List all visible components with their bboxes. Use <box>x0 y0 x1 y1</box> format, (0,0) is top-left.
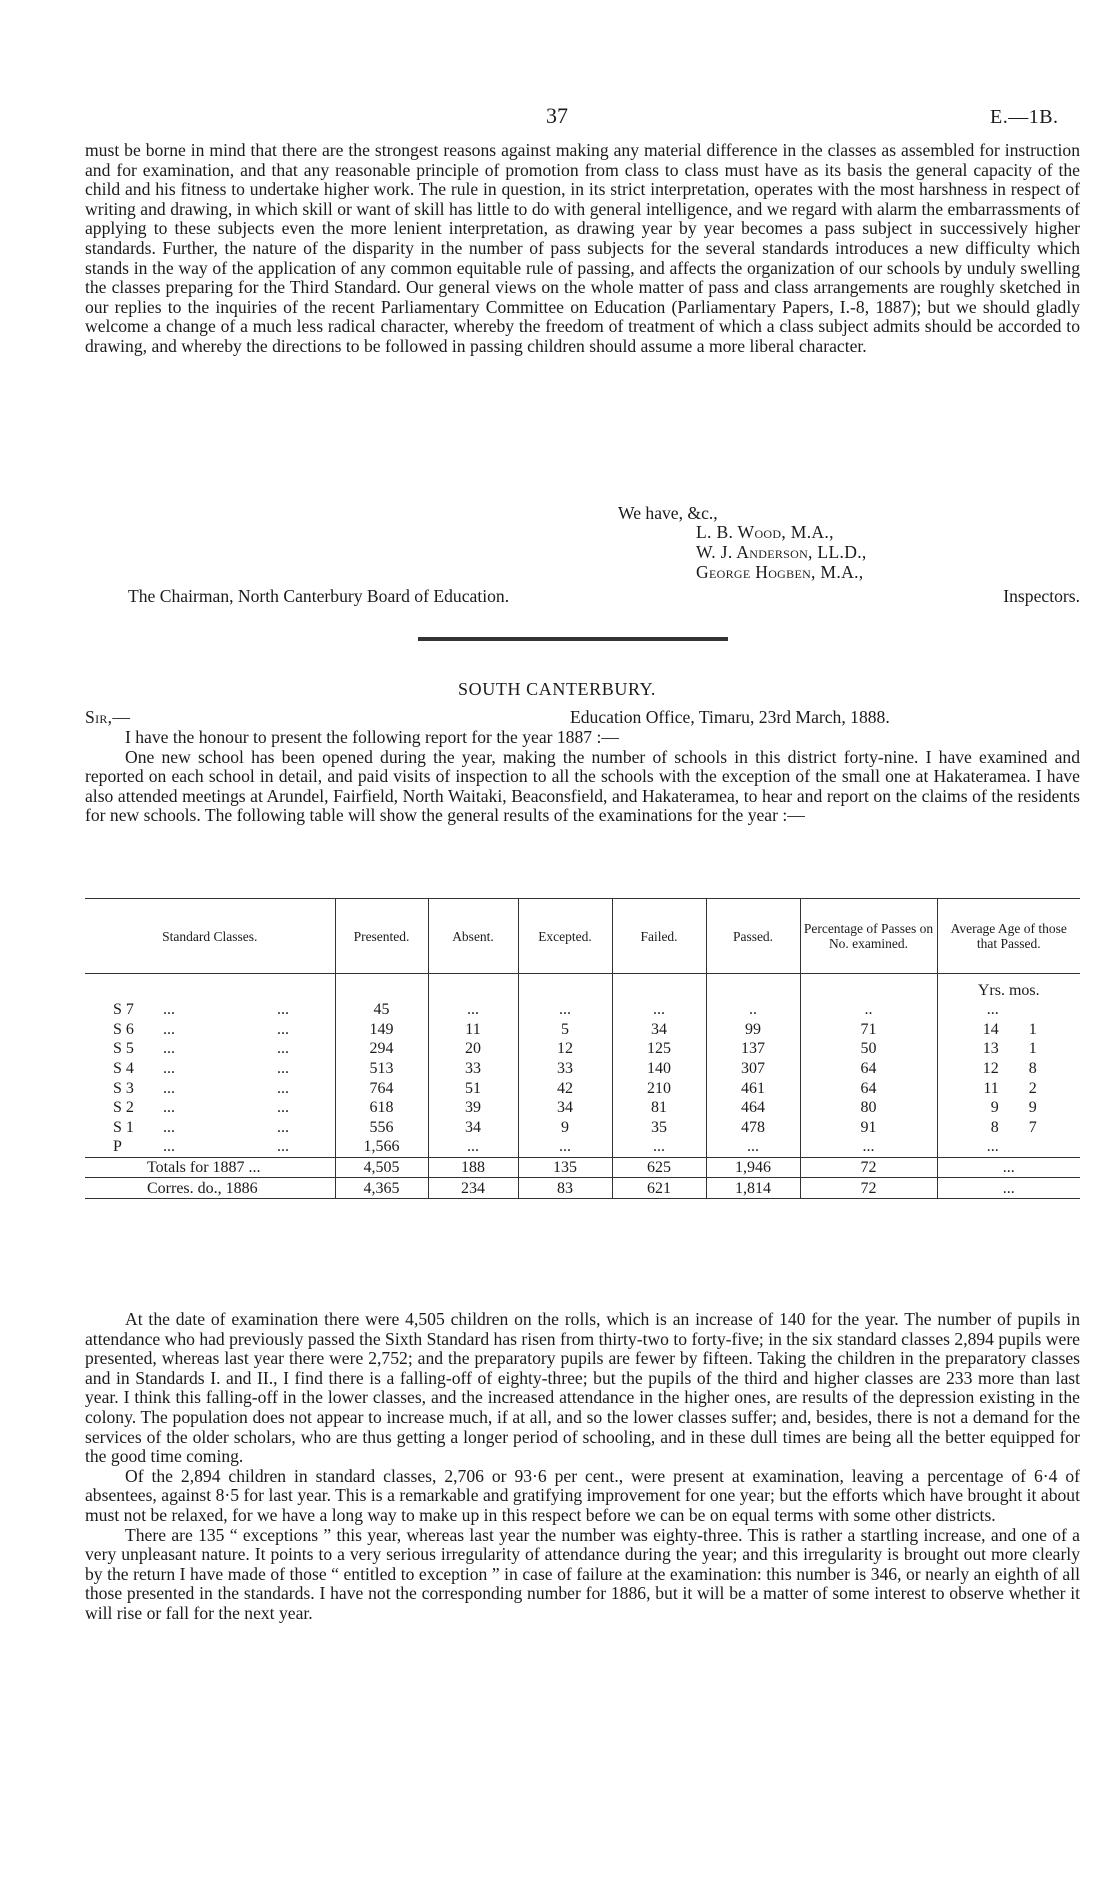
cell-absent: 234 <box>428 1178 518 1199</box>
age-months: 1 <box>1028 1040 1037 1058</box>
leader-dots: ... ... <box>163 1099 289 1117</box>
cell-passed: ... <box>706 1137 800 1157</box>
signatory-1: L. B. Wood, M.A., <box>696 522 834 542</box>
age-months: 8 <box>1028 1060 1037 1078</box>
table-row <box>85 1098 1080 1118</box>
cell-percentage: 72 <box>800 1178 937 1199</box>
cell-failed: 35 <box>612 1118 706 1138</box>
row-label: S 7 <box>113 1001 134 1019</box>
cell-passed: 478 <box>706 1118 800 1138</box>
signatory-3: George Hogben, M.A., <box>696 562 864 582</box>
row-label: S 6 <box>113 1020 134 1038</box>
cell-presented: 149 <box>335 1020 428 1040</box>
units-row <box>85 974 1080 1001</box>
paragraph-2: At the date of examination there were 4,505 children on the rolls, which is an increase of 140 for the year. The number of pupils in attendance who had previously passed the Sixth Standard has risen from thirty-two to forty-five; in the six standard classes 2,894 pupils were presented, whereas last year there were 2,752; and the preparatory pupils are fewer by fifteen. Taking the children in the preparatory classes and in Standards I. and II., I find there is a falling-off of eighty-three; but the pupils of the third and higher classes are 233 more than last year. I think this falling-off in the lower classes, and the increased attendance in the higher ones, are results of the depression existing in the colony. The population does not appear to increase much, if at all, and so the lower classes suffer; and, besides, there is not a demand for the services of the older scholars, who are thus getting a longer period of schooling, and in these dull times are being all the better equipped for the good time coming. <box>85 1309 1080 1467</box>
age-years: 8 <box>990 1118 999 1136</box>
cell-average-age <box>942 1137 1077 1156</box>
cell-percentage: 50 <box>800 1039 937 1059</box>
leader-dots: ... ... <box>163 1020 289 1038</box>
table-row <box>85 1059 1080 1079</box>
row-label: P <box>113 1138 122 1156</box>
table-row <box>85 1137 1080 1157</box>
cell-average-age <box>942 1098 1077 1117</box>
cell-excepted: 12 <box>518 1039 612 1059</box>
col-header-standard: Standard Classes. <box>85 899 335 974</box>
cell-average-age <box>942 1039 1077 1058</box>
cell-failed: 210 <box>612 1078 706 1098</box>
table-row <box>85 1039 1080 1059</box>
age-months: 2 <box>1028 1079 1037 1097</box>
cell-excepted: 34 <box>518 1098 612 1118</box>
closing-paragraph: must be borne in mind that there are the strongest reasons against making any material difference in the classes as assembled for instruction and for examination, and that any reasonable principle of promotion from class to class must have as its basis the general capacity of the child and his fitness to undertake higher work. The rule in question, in its strict interpretation, operates with the most harshness in respect of writing and drawing, in which skill or want of skill has little to do with general intelligence, and we regard with alarm the embarrassments of applying to these subjects even the more lenient interpretation, as drawing year by year becomes a pass subject in successively higher standards. Further, the nature of the disparity in the number of pass subjects for the several standards introduces a new difficulty which stands in the way of the application of any common equitable rule of passing, and affects the organization of our schools by unduly swelling the classes preparing for the Third Standard. Our general views on the whole matter of pass and class arrangements are roughly sketched in our replies to the inquiries of the recent Parliamentary Committee on Education (Parliamentary Papers, I.-8, 1887); but we should gladly welcome a change of a much less radical character, whereby the freedom of treatment of which a class subject admits should be accorded to drawing, and whereby the directions to be followed in passing children should assume a more liberal character. <box>85 140 1080 356</box>
col-header-average-age: Average Age of those that Passed. <box>937 899 1080 974</box>
cell-absent: 33 <box>428 1059 518 1079</box>
age-months: 7 <box>1028 1118 1037 1136</box>
cell-average-age <box>942 1020 1077 1039</box>
cell-passed: 307 <box>706 1059 800 1079</box>
cell-absent: ... <box>428 1137 518 1157</box>
totals-label: Totals for 1887 ... <box>85 1157 335 1178</box>
cell-presented: 513 <box>335 1059 428 1079</box>
table-row <box>85 1078 1080 1098</box>
cell-excepted: 5 <box>518 1020 612 1040</box>
cell-average-age: ... <box>937 1157 1080 1178</box>
table-header-row <box>85 899 1080 974</box>
cell-passed: .. <box>706 1000 800 1020</box>
cell-percentage: 72 <box>800 1157 937 1178</box>
age-months <box>1019 1000 1037 1019</box>
leader-dots: ... ... <box>163 1118 289 1136</box>
leader-dots: ... ... <box>163 1138 289 1156</box>
cell-passed: 1,814 <box>706 1178 800 1199</box>
age-years: 13 <box>982 1040 999 1058</box>
cell-passed: 137 <box>706 1039 800 1059</box>
we-have: We have, &c., <box>618 503 718 523</box>
totals-row <box>85 1157 1080 1178</box>
section-title: SOUTH CANTERBURY. <box>458 679 656 699</box>
cell-failed: 621 <box>612 1178 706 1199</box>
cell-average-age: ... <box>937 1178 1080 1199</box>
intro-line: I have the honour to present the following report for the year 1887 :— <box>125 727 619 747</box>
cell-failed: ... <box>612 1137 706 1157</box>
totals-label: Corres. do., 1886 <box>85 1178 335 1199</box>
age-years: 11 <box>983 1079 999 1097</box>
paragraph-3: Of the 2,894 children in standard classes, 2,706 or 93·6 per cent., were present at examination, leaving a percentage of 6·4 of absentees, against 8·5 for last year. This is a remarkable and gratifying improvement for one year; but the efforts which have brought it about must not be relaxed, for we have a long way to make up in this respect before we can be on equal terms with some other districts. <box>85 1465 1080 1525</box>
cell-passed: 1,946 <box>706 1157 800 1178</box>
age-years: 9 <box>990 1099 999 1117</box>
cell-failed: ... <box>612 1000 706 1020</box>
cell-presented: 4,365 <box>335 1178 428 1199</box>
row-label: S 2 <box>113 1099 134 1117</box>
age-years: 14 <box>982 1020 999 1038</box>
age-months: 1 <box>1028 1020 1037 1038</box>
cell-absent: 188 <box>428 1157 518 1178</box>
cell-failed: 81 <box>612 1098 706 1118</box>
section-divider <box>418 637 728 641</box>
paragraph-1: One new school has been opened during the year, making the number of schools in this district forty-nine. I have examined and reported on each school in detail, and paid visits of inspection to all the schools with the exception of the small one at Hakateramea. I have also attended meetings at Arundel, Fairfield, North Waitaki, Beaconsfield, and Hakateramea, to hear and report on the claims of the residents for new schools. The following table will show the general results of the examinations for the year :— <box>85 746 1080 826</box>
cell-absent: ... <box>428 1000 518 1020</box>
col-header-passed: Passed. <box>706 899 800 974</box>
cell-presented: 45 <box>335 1000 428 1020</box>
col-header-presented: Presented. <box>335 899 428 974</box>
cell-average-age <box>942 1059 1077 1078</box>
cell-presented: 1,566 <box>335 1137 428 1157</box>
totals-row <box>85 1178 1080 1199</box>
cell-excepted: ... <box>518 1000 612 1020</box>
cell-presented: 4,505 <box>335 1157 428 1178</box>
row-label: S 5 <box>113 1040 134 1058</box>
cell-percentage: ... <box>800 1137 937 1157</box>
leader-dots: ... ... <box>163 1040 289 1058</box>
cell-failed: 625 <box>612 1157 706 1178</box>
results-table <box>85 898 1080 1199</box>
table-row <box>85 1118 1080 1138</box>
cell-percentage: 91 <box>800 1118 937 1138</box>
cell-absent: 11 <box>428 1020 518 1040</box>
leader-dots: ... ... <box>163 1001 289 1019</box>
cell-passed: 99 <box>706 1020 800 1040</box>
cell-passed: 464 <box>706 1098 800 1118</box>
cell-average-age <box>942 1000 1077 1019</box>
row-label: S 3 <box>113 1079 134 1097</box>
cell-presented: 556 <box>335 1118 428 1138</box>
cell-absent: 51 <box>428 1078 518 1098</box>
intro-block <box>85 728 1080 826</box>
col-header-percentage: Percentage of Passes on No. examined. <box>800 899 937 974</box>
leader-dots: ... ... <box>163 1079 289 1097</box>
cell-percentage: 64 <box>800 1059 937 1079</box>
body-paragraphs <box>85 1310 1080 1624</box>
cell-percentage: .. <box>800 1000 937 1020</box>
cell-percentage: 64 <box>800 1078 937 1098</box>
inspectors-label: Inspectors. <box>1003 586 1080 606</box>
cell-average-age <box>942 1118 1077 1137</box>
signatory-2: W. J. Anderson, LL.D., <box>696 542 867 562</box>
cell-presented: 764 <box>335 1078 428 1098</box>
age-months: 9 <box>1028 1099 1037 1117</box>
cell-presented: 294 <box>335 1039 428 1059</box>
cell-absent: 20 <box>428 1039 518 1059</box>
cell-excepted: 83 <box>518 1178 612 1199</box>
age-months <box>1019 1137 1037 1156</box>
cell-failed: 140 <box>612 1059 706 1079</box>
cell-excepted: 9 <box>518 1118 612 1138</box>
age-years: 12 <box>982 1060 999 1078</box>
row-label: S 4 <box>113 1060 134 1078</box>
age-unit-months: mos. <box>1008 982 1040 999</box>
addressee: The Chairman, North Canterbury Board of Education. <box>128 586 510 606</box>
page-number: 37 <box>546 103 568 128</box>
cell-presented: 618 <box>335 1098 428 1118</box>
cell-percentage: 80 <box>800 1098 937 1118</box>
leader-dots: ... ... <box>163 1060 289 1078</box>
document-code: E.—1B. <box>990 106 1059 128</box>
paragraph-4: There are 135 “ exceptions ” this year, whereas last year the number was eighty-three. This is rather a startling increase, and one of a very unpleasant nature. It points to a very serious irregularity of attendance during the year; and this irregularity is brought out more clearly by the return I have made of those “ entitled to exception ” in case of failure at the examination: this number is 346, or nearly an eighth of all those presented in the standards. I have not the corresponding number for 1886, but it will be a matter of some interest to observe whether it will rise or fall for the next year. <box>85 1524 1080 1623</box>
cell-excepted: 33 <box>518 1059 612 1079</box>
age-years: ... <box>986 1138 999 1156</box>
col-header-absent: Absent. <box>428 899 518 974</box>
cell-excepted: 135 <box>518 1157 612 1178</box>
salutation: Sir,— <box>85 707 131 727</box>
dateline: Education Office, Timaru, 23rd March, 1888. <box>570 707 890 727</box>
cell-percentage: 71 <box>800 1020 937 1040</box>
table-row <box>85 1000 1080 1020</box>
table-row <box>85 1020 1080 1040</box>
cell-excepted: 42 <box>518 1078 612 1098</box>
cell-failed: 34 <box>612 1020 706 1040</box>
cell-absent: 34 <box>428 1118 518 1138</box>
north-canterbury-section <box>85 141 1080 357</box>
cell-average-age <box>942 1079 1077 1098</box>
cell-failed: 125 <box>612 1039 706 1059</box>
col-header-excepted: Excepted. <box>518 899 612 974</box>
age-years: ... <box>986 1001 999 1019</box>
cell-passed: 461 <box>706 1078 800 1098</box>
cell-excepted: ... <box>518 1137 612 1157</box>
col-header-failed: Failed. <box>612 899 706 974</box>
row-label: S 1 <box>113 1118 134 1136</box>
age-unit-years: Yrs. <box>977 982 1005 999</box>
cell-absent: 39 <box>428 1098 518 1118</box>
